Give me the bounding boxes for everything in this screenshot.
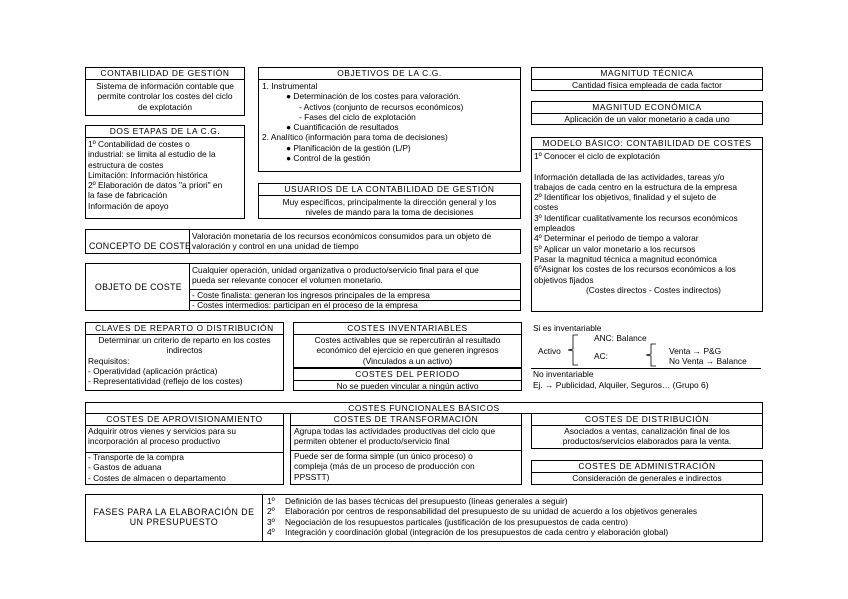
usuarios-box	[258, 183, 521, 219]
concepto-line: valoración y control en una unidad de tiempo	[192, 241, 359, 252]
transformacion-line: Agrupa todas las actividades productivas del ciclo que	[294, 426, 496, 436]
contabilidad-line: Sistema de información contable que	[96, 81, 234, 91]
fases-label: UN PRESUPUESTO	[129, 517, 219, 528]
brace-icon	[567, 334, 579, 368]
usuarios-title: USUARIOS DE LA CONTABILIDAD DE GESTIÓN	[259, 184, 520, 196]
transformacion-line: PPSSTT)	[294, 471, 330, 482]
dos-etapas-line: industrial: se limita al estudio de la	[88, 149, 216, 160]
objetivos-line: 2. Analítico (información para toma de decisiones)	[262, 132, 448, 143]
claves-line: indirectos	[166, 345, 203, 356]
objeto-line: pueda ser relevante conocer el volumen monetario.	[192, 275, 383, 286]
magnitud-economica-text: Aplicación de un valor monetario a cada uno	[564, 114, 730, 124]
objeto-box	[85, 263, 521, 311]
modelo-line: (Costes directos - Costes indirectos)	[586, 284, 721, 295]
activo-label: Activo	[538, 346, 561, 356]
bullet-icon: ●	[286, 91, 292, 102]
brace-icon	[645, 343, 657, 369]
distribucion-title: COSTES DE DISTRIBUCIÓN	[532, 414, 762, 426]
modelo-line: Pasar la magnitud técnica a magnitud económica	[534, 253, 717, 264]
bullet-icon: ●	[286, 153, 292, 164]
objeto-line: Cualquier operación, unidad organizativa o producto/servicio final para el que	[192, 265, 479, 275]
modelo-line: 2º Identificar los objetivos, finalidad y el sujeto de	[534, 192, 717, 203]
administracion-box	[531, 460, 763, 485]
objetivos-line: - Activos (conjunto de recursos económicos)	[299, 101, 464, 112]
modelo-line: Información detallada de las actividades, tareas y/o	[534, 171, 725, 182]
ac-label: AC:	[594, 351, 608, 361]
modelo-line: objetivos fijados	[534, 274, 594, 285]
transformacion-line: Puede ser de forma simple (un único proceso) o	[294, 451, 473, 461]
no-venta-label: No Venta → Balance	[669, 356, 747, 366]
usuarios-line: niveles de mando para la toma de decisiones	[305, 207, 474, 218]
fases-label: FASES PARA LA ELABORACIÓN DE	[93, 507, 255, 517]
dos-etapas-line: 2º Elaboración de datos "a priori" en	[88, 180, 223, 191]
inventariables-line: económico del ejercicio en que generen ingresos	[316, 345, 499, 356]
periodo-text: No se pueden vincular a ningún activo	[336, 381, 479, 391]
dos-etapas-title: DOS ETAPAS DE LA C.G.	[86, 126, 244, 138]
modelo-line: trabajos de cada centro en la estructura de la empresa	[534, 181, 737, 192]
objetivos-line: Control de la gestión	[293, 153, 371, 164]
modelo-line: empleados	[534, 223, 575, 234]
contabilidad-title: CONTABILIDAD DE GESTIÓN	[86, 68, 244, 80]
fase-item: Integración y coordinación global (integración de los presupuestos de cada centro y elaboración global)	[285, 526, 669, 537]
dos-etapas-line: la fase de fabricación	[88, 190, 168, 201]
bullet-icon: ●	[286, 142, 292, 153]
modelo-line: 4º Determinar el periodo de tiempo a valorar	[534, 233, 699, 244]
si-inventariable: Si es inventariable	[533, 323, 602, 333]
aprovisionamiento-box	[85, 413, 284, 485]
modelo-box	[531, 137, 763, 312]
magnitud-tecnica-text: Cantidad física empleada de cada factor	[572, 80, 722, 90]
objeto-finalista: - Coste finalista: generan los ingresos principales de la empresa	[192, 290, 430, 300]
fases-box	[85, 494, 763, 542]
dos-etapas-box	[85, 125, 245, 219]
magnitud-tecnica-title: MAGNITUD TÉCNICA	[532, 68, 762, 80]
magnitud-tecnica-box	[531, 67, 763, 91]
modelo-line: costes	[534, 202, 559, 213]
administracion-text: Consideración de generales e indirectos	[572, 473, 722, 483]
objeto-intermedios: - Costes intermedios: participan en el proceso de la empresa	[192, 300, 418, 310]
claves-line: Determinar un criterio de reparto en los costes	[98, 335, 271, 345]
objeto-label: OBJETO DE COSTE	[95, 282, 182, 292]
magnitud-economica-title: MAGNITUD ECONÓMICA	[532, 102, 762, 114]
claves-line: - Operatividad (aplicación práctica)	[88, 365, 218, 376]
claves-line: Requisitos:	[88, 355, 130, 366]
contabilidad-box	[85, 67, 245, 116]
modelo-line: 1º Conocer el ciclo de explotación	[534, 151, 660, 161]
transformacion-box	[290, 413, 522, 485]
dos-etapas-line: 1º Contabilidad de costes o	[88, 139, 190, 149]
modelo-line: 5º Aplicar un valor monetario a los recursos	[534, 243, 696, 254]
concepto-label: CONCEPTO DE COSTE	[89, 241, 192, 251]
fase-item: Elaboración por centros de responsabilidad del presupuesto de su unidad de acuerdo a los objetivos generales	[285, 506, 698, 517]
anc-label: ANC: Balance	[594, 333, 647, 343]
aprovisionamiento-item: - Gastos de aduana	[88, 462, 162, 473]
venta-label: Venta → P&G	[669, 346, 722, 356]
objetivos-title: OBJETIVOS DE LA C.G.	[259, 68, 520, 80]
objetivos-line: - Fases del ciclo de explotación	[299, 111, 416, 122]
periodo-box	[293, 368, 522, 391]
modelo-title: MODELO BÁSICO: CONTABILIDAD DE COSTES	[532, 138, 762, 150]
magnitud-economica-box	[531, 101, 763, 125]
aprovisionamiento-line: Adquirir otros vienes y servicios para su	[88, 426, 237, 436]
inventariables-line: (Vinculados a un activo)	[362, 355, 453, 366]
fase-item: Definición de las bases técnicas del presupuesto (líneas generales a seguir)	[285, 496, 568, 506]
funcionales-title: COSTES FUNCIONALES BÁSICOS	[348, 403, 500, 413]
objetivos-line: 1. Instrumental	[262, 81, 318, 91]
fase-num: 2º	[267, 506, 275, 517]
fase-num: 3º	[267, 516, 275, 527]
dos-etapas-line: estructura de costes	[88, 159, 164, 170]
objetivos-line: Planificación de la gestión (L/P)	[293, 142, 411, 153]
dos-etapas-line: Limitación: Información histórica	[88, 169, 208, 180]
usuarios-line: Muy específicos, principalmente la dirección general y los	[282, 197, 497, 207]
transformacion-line: permiten obtener el producto/servicio final	[294, 436, 450, 447]
modelo-line: 3º Identificar cualitativamente los recursos económicos	[534, 212, 738, 223]
contabilidad-line: de explotación	[137, 101, 192, 112]
claves-box	[85, 322, 284, 391]
distribucion-line: Asociados a ventas, canalización final de los	[564, 426, 730, 436]
concepto-line: Valoración monetaria de los recursos económicos consumidos para un objeto de	[192, 231, 492, 241]
aprovisionamiento-item: - Transporte de la compra	[88, 452, 184, 462]
inventariables-title: COSTES INVENTARIABLES	[294, 323, 521, 335]
bullet-icon: ●	[286, 122, 292, 133]
distribucion-box	[531, 413, 763, 449]
objetivos-box	[258, 67, 521, 172]
inventariables-line: Costes activables que se repercutirán al resultado	[314, 335, 501, 345]
fase-item: Negociación de los resupuestos particales (justificación de los presupuestos de cada centro)	[285, 516, 629, 527]
objetivos-line: Determinación de los costes para valoración.	[293, 91, 461, 102]
ejemplo-text: Ej. → Publicidad, Alquiler, Seguros… (Grupo 6)	[533, 380, 709, 390]
modelo-line: 6ºAsignar los costes de los recursos económicos a los	[534, 264, 736, 275]
periodo-title: COSTES DEL PERIODO	[294, 369, 521, 381]
claves-title: CLAVES DE REPARTO O DISTRIBUCIÓN	[86, 323, 283, 335]
fase-num: 1º	[267, 496, 275, 506]
objetivos-line: Cuantificación de resultados	[293, 122, 399, 133]
aprovisionamiento-item: - Costes de almacen o departamento	[88, 472, 226, 483]
concepto-box	[85, 229, 521, 254]
inventariables-box	[293, 322, 522, 368]
contabilidad-line: permite controlar los costes del ciclo	[97, 91, 233, 102]
modelo-line	[534, 161, 762, 171]
aprovisionamiento-title: COSTES DE APROVISIONAMIENTO	[86, 414, 283, 426]
transformacion-title: COSTES DE TRANSFORMACIÓN	[291, 414, 521, 426]
fase-num: 4º	[267, 526, 275, 537]
aprovisionamiento-line: incorporación al proceso productivo	[88, 436, 221, 447]
claves-line: - Representatividad (reflejo de los costes)	[88, 376, 243, 387]
distribucion-line: productos/servicios elaborados para la venta.	[562, 436, 732, 447]
no-inventariable: No inventariable	[533, 369, 594, 379]
transformacion-line: compleja (más de un proceso de producción con	[294, 461, 475, 472]
administracion-title: COSTES DE ADMINISTRACIÓN	[532, 461, 762, 473]
dos-etapas-line: Información de apoyo	[88, 200, 169, 211]
